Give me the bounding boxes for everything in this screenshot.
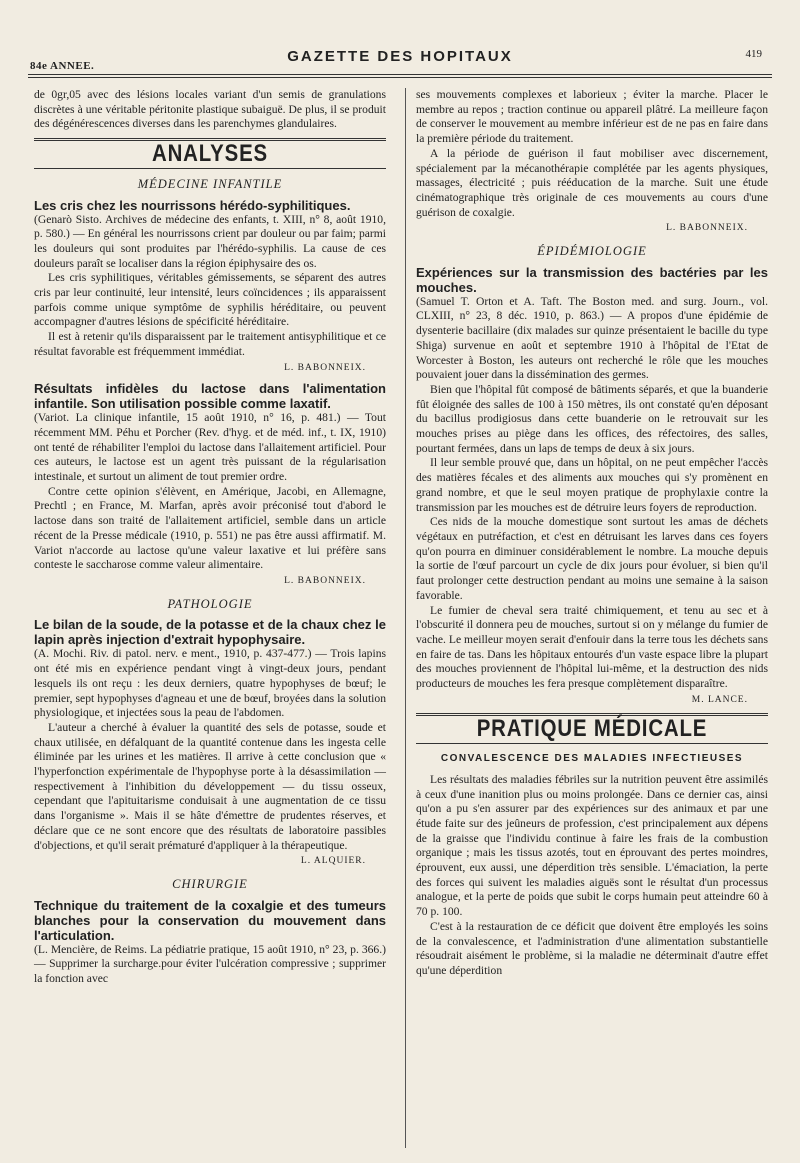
column-divider <box>405 88 406 1148</box>
article-paragraph: (Variot. La clinique infantile, 15 août 1910, n° 16, p. 481.) — Tout récemment MM. Péhu et Porcher (Rev. d'hyg. et de méd. inf., t. IX, 1910) ont tenté de réhabiliter l'emploi du lactose dans l'allaitement artificiel. Pour ces auteurs, le lactose est un agent très puissant de la régularisation intestinale, et surtout un aliment de tout premier ordre. <box>34 411 386 484</box>
article-paragraph: (L. Mencière, de Reims. La pédiatrie pratique, 15 août 1910, n° 23, p. 366.) — Supprimer la surcharge.pour éviter l'ulcération compressive ; supprimer la fonction avec <box>34 942 386 986</box>
chirurgie-heading: CHIRURGIE <box>172 876 248 891</box>
author-signature: L. BABONNEIX. <box>284 575 366 586</box>
author-signature: L. BABONNEIX. <box>666 223 748 234</box>
article-paragraph: Il est à retenir qu'ils disparaissent par le traitement antisyphilitique et ce résultat favorable est fréquemment immédiat. <box>34 330 386 358</box>
article-title: Technique du traitement de la coxalgie et des tumeurs blanches pour la conservation du mouvement dans l'articulation. <box>34 897 386 943</box>
convalescence-heading: CONVALESCENCE DES MALADIES INFECTIEUSES <box>440 753 744 765</box>
section-rule <box>416 743 768 744</box>
analyses-heading: ANALYSES <box>151 140 268 168</box>
right-column <box>416 88 768 979</box>
article-paragraph: (Genarò Sisto. Archives de médecine des enfants, t. XIII, n° 8, août 1910, p. 580.) — En général les nourrissons crient par douleur ou par faim; parmi les douleurs qui sont produites par l'hérédo-syphilis. La cause de ces douleurs paraît se localiser dans la région épiphysaire des os. <box>34 212 386 270</box>
header-rule <box>28 74 772 75</box>
article-paragraph: (Samuel T. Orton et A. Taft. The Boston med. and surg. Journ., vol. CLXIII, n° 23, 8 déc. 1910, p. 863.) — A propos d'une épidémie de dysenterie bacillaire (dix malades sur quinze présentaient le bacille du type Shiga) survenue en août et septembre 1910 à l'hôpital de l'Etat de Worcester à Boston, les auteurs ont recherché le rôle que les mouches pouvaient jouer dans la dissémination des germes. <box>416 294 768 382</box>
article-paragraph: Le fumier de cheval sera traité chimiquement, et tenu au sec et à l'obscurité il donnera peu de mouches, surtout si on y mélange du fumier de vache. Le meilleur moyen serait d'enfouir dans la terre tous les déchets sans en faire de tas. Dans les hôpitaux entourés d'un vaste espace libre la plupart des mouches proviennent de l'hôpital lui-même, et la destruction des nids producteurs de mouches les fera presque complètement disparaître. <box>416 603 768 691</box>
article-paragraph: Ces nids de la mouche domestique sont surtout les amas de déchets végétaux en putréfaction, et c'est en détruisant les larves dans ces foyers qu'on pourra en diminuer considérablement le nombre. La mouche depuis la sortie de l'œuf parcourt un cycle de dix jours pour évoluer, si bien qu'il faut prolonger cette destruction pendant au moins une semaine à la saison favorable. <box>416 515 768 602</box>
article-paragraph: Contre cette opinion s'élèvent, en Amérique, Jacobi, en Allemagne, Prechtl ; en France, M. Marfan, après avoir préconisé tout d'abord le lactose dans son traité de l'allaitement artificiel, semble dans un article récent de la Presse médicale (1910, p. 551) ne pas être aussi affirmatif. M. Variot n'accorde au lactose qu'une valeur laxative et lui préfère sans conteste le saccharose comme valeur alimentaire. <box>34 484 386 572</box>
article-paragraph: Les résultats des maladies fébriles sur la nutrition peuvent être assimilés à ceux d'une inanition plus ou moins prolongée. Dans ce dernier cas, ainsi qu'on a pu s'en assurer par des expériences sur des animaux et par une étude faite sur des jeûneurs de profession, c'est principalement aux dépens de la graisse que l'individu continue à faire les frais de la combustion organique ; mais les tissus azotés, tout en éprouvant des pertes moindres, éprouvent, eux aussi, une déperdition très sensible. L'émaciation, la perte des forces qui suivent les maladies aiguës sont le résultat d'un processus analogue, et la perte de poids que subit le corps humain peut atteindre 60 à 70 p. 100. <box>416 772 768 919</box>
article-paragraph: L'auteur a cherché à évaluer la quantité des sels de potasse, soude et chaux utilisée, en défalquant de la quantité contenue dans les ingesta celle éliminée par les urines et les matières. Il arrive à cette conclusion que « l'hyperfonction expérimentale de l'hypophyse porte à la désassimilation — respectivement à l'inhibition du développement — du tissu osseux, cependant que l'apituitarisme conduisait à une augmentation de ce tissu dans l'organisme ». Mais il se hâte d'émettre de prudentes réserves, et déclare que ce ne sont encore que des résultats de laboratoire passibles d'objections, et qu'il serait prématuré d'appliquer à la thérapeutique. <box>34 720 386 852</box>
article-paragraph: Les cris syphilitiques, véritables gémissements, se séparent des autres cris par leur continuité, leur intensité, leurs coïncidences ; ils apparaissent parfois comme unique symptôme de syphilis héréditaire, ou peuvent accompagner d'autres lésions de spécificité héréditaire. <box>34 271 386 329</box>
header-rule <box>28 77 772 78</box>
article-title: Le bilan de la soude, de la potasse et de la chaux chez le lapin après injection d'extrait hypophysaire. <box>34 617 386 648</box>
author-signature: L. ALQUIER. <box>300 856 366 867</box>
epidemiologie-heading: ÉPIDÉMIOLOGIE <box>537 244 647 259</box>
article-title: Expériences sur la transmission des bactéries par les mouches. <box>416 264 768 295</box>
article-title: Les cris chez les nourrissons hérédo-syphilitiques. <box>34 197 351 213</box>
medecine-infantile-heading: MÉDECINE INFANTILE <box>137 176 283 191</box>
article-paragraph: A la période de guérison il faut mobiliser avec discernement, spécialement par la mécanothérapie complétée par les agents physiques, massages, électricité ; puis rééducation de la marche. Suit une étude cinématographique très originale de ces mouvements au cours d'une guérison de coxalgie. <box>416 146 768 219</box>
article-paragraph: Il leur semble prouvé que, dans un hôpital, on ne peut empêcher l'accès des matières fécales et des aliments aux mouches qui s'y promènent en grand nombre, et que le seul moyen pratique de prophylaxie contre la transmission par les mouches est de détruire leurs foyers de reproduction. <box>416 456 768 514</box>
author-signature: M. LANCE. <box>691 694 748 705</box>
article-paragraph: Bien que l'hôpital fût composé de bâtiments séparés, et que la buanderie fût éloignée des salles de 100 à 150 mètres, ils ont constaté qu'en déposant du bacillus prodigiosus dans cette buanderie on le retrouvait sur les mouches prises au piège dans les offices, des réfectoires, des salles, pourtant fermées, dans un laps de temps de deux à six jours. <box>416 382 768 455</box>
article-paragraph: C'est à la restauration de ce déficit que doivent être employés les soins de la convalescence, et l'administration d'une alimentation substantielle résoudrait aisément le problème, si la maladie ne déterminait d'autre effet qu'une déperdition <box>416 919 768 977</box>
article-paragraph: (A. Mochi. Riv. di patol. nerv. e ment., 1910, p. 437-477.) — Trois lapins ont été mis en expérience pendant vingt à vingt-deux jours, pendant lesquels ils ont reçu : les deux derniers, quatre hypophyses de bœuf; le premier, sept hypophyses d'agneau et une de bœuf, broyées dans la solution physiologique, et injectées sous la peau de l'abdomen. <box>34 647 386 720</box>
edition-year: 84e ANNEE. <box>30 60 95 72</box>
section-rule <box>34 168 386 169</box>
article-paragraph: ses mouvements complexes et laborieux ; éviter la marche. Placer le membre au repos ; traction continue ou appareil plâtré. La meilleure façon de conserver le mouvement au membre inférieur est de ne pas en faire dans la première période du traitement. <box>416 88 768 146</box>
author-signature: L. BABONNEIX. <box>284 362 366 373</box>
pratique-medicale-heading: PRATIQUE MÉDICALE <box>476 715 708 743</box>
page-number: 419 <box>745 48 762 60</box>
pathologie-heading: PATHOLOGIE <box>167 596 253 611</box>
intro-paragraph: de 0gr,05 avec des lésions locales variant d'un semis de granulations discrètes à une véritable péritonite plastique subaiguë. De plus, il se produit des dégénérescences diverses dans les parenchymes glandulaires. <box>34 88 386 131</box>
newspaper-title: GAZETTE DES HOPITAUX <box>287 48 513 65</box>
left-column <box>34 88 386 987</box>
article-title: Résultats infidèles du lactose dans l'alimentation infantile. Son utilisation possible comme laxatif. <box>34 381 386 412</box>
